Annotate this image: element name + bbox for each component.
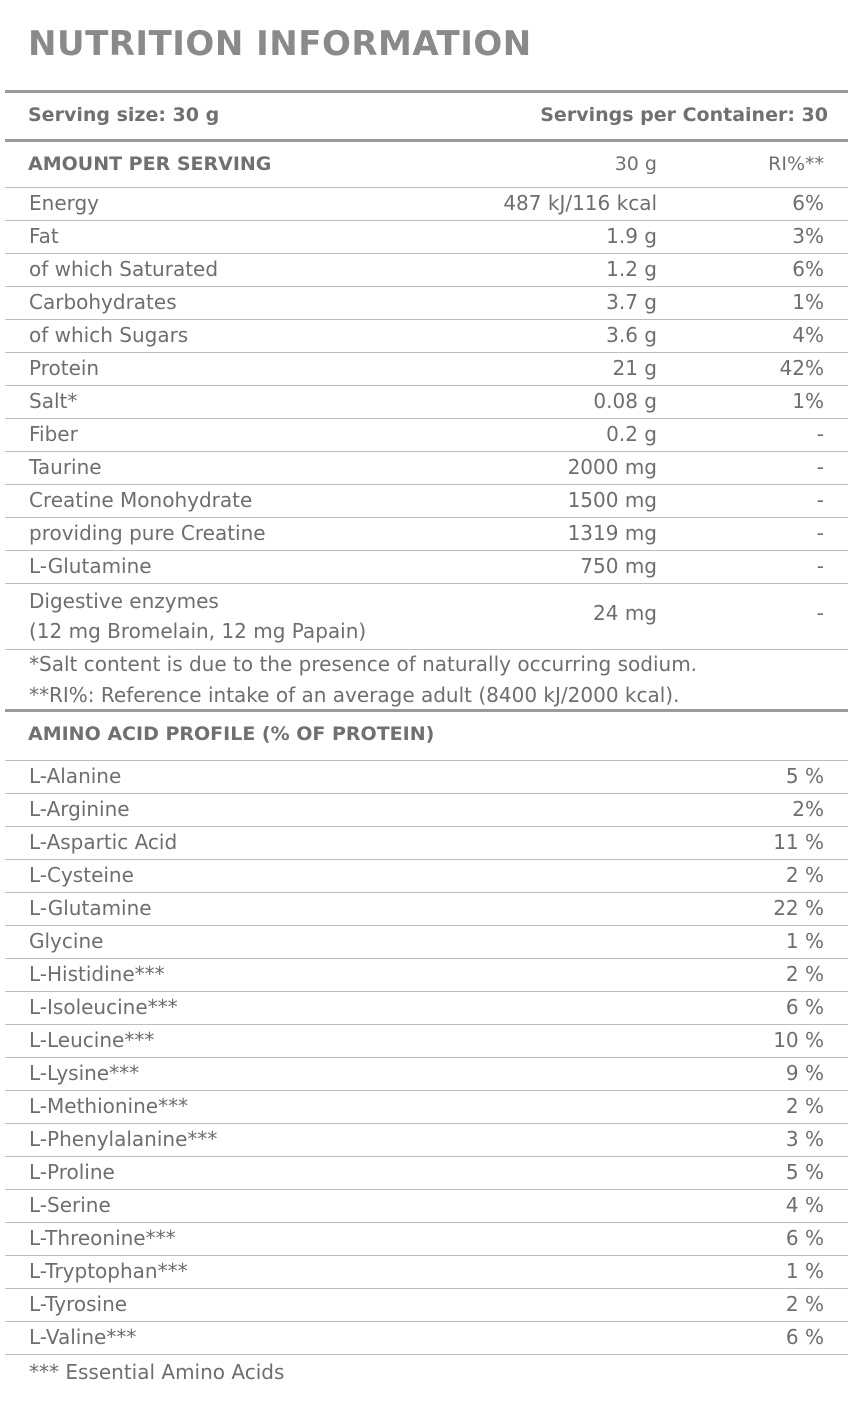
- nutrient-ri: -: [816, 422, 824, 446]
- amino-name: L-Proline: [29, 1160, 115, 1184]
- amino-row: [5, 1256, 848, 1289]
- amino-row: [5, 926, 848, 959]
- amino-name: L-Arginine: [29, 797, 130, 821]
- amino-percent: 5 %: [785, 764, 824, 788]
- nutrient-row: [5, 584, 848, 650]
- amino-percent: 5 %: [785, 1160, 824, 1184]
- amino-name: L-Cysteine: [29, 863, 134, 887]
- nutrient-ri: -: [816, 601, 824, 625]
- amino-name: L-Tyrosine: [29, 1292, 128, 1316]
- nutrient-row: [5, 419, 848, 452]
- nutrient-amount: 750 mg: [580, 554, 657, 578]
- nutrient-ri: 3%: [792, 224, 824, 248]
- page-title: NUTRITION INFORMATION: [28, 24, 532, 64]
- amino-row: [5, 959, 848, 992]
- amino-row: [5, 1190, 848, 1223]
- amino-percent: 6 %: [785, 1325, 824, 1349]
- nutrient-amount: 0.2 g: [606, 422, 657, 446]
- amino-row: [5, 1157, 848, 1190]
- nutrient-row: [5, 551, 848, 584]
- amino-row: [5, 827, 848, 860]
- nutrient-row: [5, 452, 848, 485]
- amino-row: [5, 992, 848, 1025]
- amino-row: [5, 1322, 848, 1355]
- nutrient-amount: 1319 mg: [567, 521, 657, 545]
- amino-header: AMINO ACID PROFILE (% OF PROTEIN): [28, 723, 435, 745]
- ri-note: **RI%: Reference intake of an average adult (8400 kJ/2000 kcal).: [29, 683, 680, 707]
- nutrient-row: [5, 221, 848, 254]
- amino-percent: 4 %: [785, 1193, 824, 1217]
- amino-percent: 2 %: [785, 962, 824, 986]
- nutrient-row: [5, 287, 848, 320]
- nutrient-ri: -: [816, 455, 824, 479]
- amount-header: [5, 142, 848, 186]
- serving-info: [5, 96, 848, 138]
- nutrient-name: of which Saturated: [29, 257, 219, 281]
- nutrient-ri: 6%: [792, 191, 824, 215]
- nutrient-ri: -: [816, 521, 824, 545]
- nutrient-row: [5, 188, 848, 221]
- nutrient-row: [5, 254, 848, 287]
- nutrient-name: Carbohydrates: [29, 290, 177, 314]
- nutrient-row: [5, 386, 848, 419]
- amino-name: L-Serine: [29, 1193, 111, 1217]
- amount-header-label: AMOUNT PER SERVING: [28, 153, 272, 175]
- nutrient-ri: -: [816, 488, 824, 512]
- nutrient-name: providing pure Creatine: [29, 521, 266, 545]
- amino-percent: 2 %: [785, 863, 824, 887]
- amino-percent: 1 %: [785, 929, 824, 953]
- nutrient-name-line2: (12 mg Bromelain, 12 mg Papain): [29, 619, 367, 643]
- amount-header-amount: 30 g: [614, 153, 657, 175]
- nutrient-row: [5, 485, 848, 518]
- nutrient-amount: 3.6 g: [606, 323, 657, 347]
- amino-row: [5, 761, 848, 794]
- nutrient-name: Fat: [29, 224, 59, 248]
- amino-percent: 22 %: [773, 896, 824, 920]
- amino-percent: 2 %: [785, 1094, 824, 1118]
- amino-name: L-Lysine***: [29, 1061, 140, 1085]
- nutrient-name: Creatine Monohydrate: [29, 488, 253, 512]
- amino-name: L-Leucine***: [29, 1028, 155, 1052]
- footnote: *** Essential Amino Acids: [29, 1360, 285, 1384]
- nutrient-name: Salt*: [29, 389, 78, 413]
- amino-row: [5, 1058, 848, 1091]
- amino-name: Glycine: [29, 929, 104, 953]
- amino-name: L-Phenylalanine***: [29, 1127, 218, 1151]
- divider: [5, 90, 848, 93]
- nutrient-name: of which Sugars: [29, 323, 189, 347]
- amino-percent: 2 %: [785, 1292, 824, 1316]
- amino-row: [5, 1025, 848, 1058]
- nutrient-name: L-Glutamine: [29, 554, 152, 578]
- nutrient-name: Taurine: [29, 455, 102, 479]
- salt-note: *Salt content is due to the presence of naturally occurring sodium.: [29, 652, 698, 676]
- nutrient-amount: 24 mg: [593, 601, 657, 625]
- nutrient-name: Protein: [29, 356, 100, 380]
- amino-percent: 11 %: [773, 830, 824, 854]
- nutrient-row: [5, 353, 848, 386]
- amino-percent: 2%: [792, 797, 824, 821]
- nutrient-ri: 6%: [792, 257, 824, 281]
- amino-percent: 9 %: [785, 1061, 824, 1085]
- nutrient-ri: 1%: [792, 290, 824, 314]
- nutrient-name-line1: Digestive enzymes: [29, 589, 219, 613]
- nutrient-ri: 4%: [792, 323, 824, 347]
- nutrient-amount: 21 g: [612, 356, 657, 380]
- amino-name: L-Isoleucine***: [29, 995, 178, 1019]
- nutrient-amount: 2000 mg: [567, 455, 657, 479]
- nutrient-ri: 1%: [792, 389, 824, 413]
- nutrient-amount: 1500 mg: [567, 488, 657, 512]
- amino-percent: 3 %: [785, 1127, 824, 1151]
- nutrient-ri: 42%: [779, 356, 824, 380]
- amino-row: [5, 860, 848, 893]
- amino-row: [5, 893, 848, 926]
- serving-size: Serving size: 30 g: [28, 104, 220, 126]
- amino-name: L-Tryptophan***: [29, 1259, 188, 1283]
- nutrient-name: [29, 586, 366, 646]
- nutrient-amount: 487 kJ/116 kcal: [503, 191, 657, 215]
- amino-name: L-Threonine***: [29, 1226, 176, 1250]
- amino-row: [5, 1289, 848, 1322]
- amino-row: [5, 794, 848, 827]
- amino-name: L-Valine***: [29, 1325, 137, 1349]
- nutrient-amount: 1.2 g: [606, 257, 657, 281]
- amino-name: L-Alanine: [29, 764, 122, 788]
- nutrient-amount: 1.9 g: [606, 224, 657, 248]
- servings-per-container: Servings per Container: 30: [540, 104, 828, 126]
- amino-row: [5, 1091, 848, 1124]
- amino-name: L-Aspartic Acid: [29, 830, 178, 854]
- amino-name: L-Glutamine: [29, 896, 152, 920]
- amino-percent: 1 %: [785, 1259, 824, 1283]
- amino-row: [5, 1223, 848, 1256]
- nutrient-name: Fiber: [29, 422, 78, 446]
- nutrient-row: [5, 518, 848, 551]
- amount-header-ri: RI%**: [768, 153, 824, 175]
- amino-percent: 6 %: [785, 1226, 824, 1250]
- nutrient-row: [5, 320, 848, 353]
- amino-name: L-Histidine***: [29, 962, 165, 986]
- amino-percent: 6 %: [785, 995, 824, 1019]
- nutrient-name: Energy: [29, 191, 100, 215]
- nutrient-ri: -: [816, 554, 824, 578]
- nutrient-amount: 3.7 g: [606, 290, 657, 314]
- amino-percent: 10 %: [773, 1028, 824, 1052]
- amino-name: L-Methionine***: [29, 1094, 189, 1118]
- nutrient-amount: 0.08 g: [593, 389, 657, 413]
- amino-row: [5, 1124, 848, 1157]
- divider: [5, 709, 848, 712]
